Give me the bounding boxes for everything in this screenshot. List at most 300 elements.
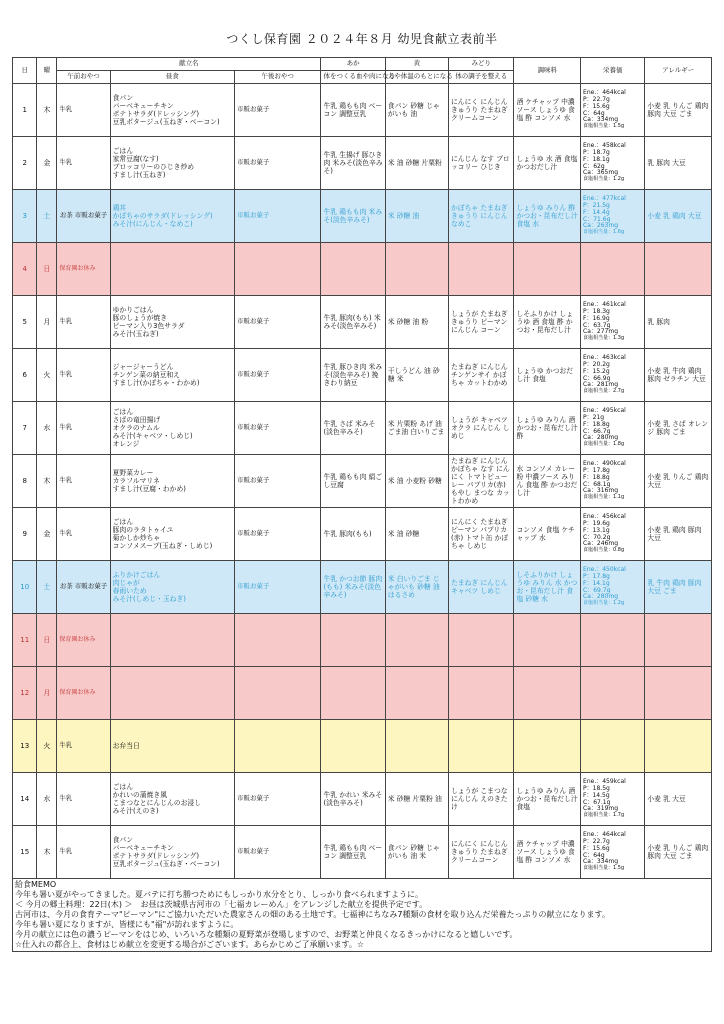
red-group-cell: 牛乳 かつお節 豚肉(もも) 米みそ(淡色辛みそ) xyxy=(321,561,385,614)
day-cell: 15 xyxy=(13,826,37,879)
table-row xyxy=(13,508,712,561)
red-group-cell xyxy=(321,720,385,773)
lunch-cell xyxy=(110,508,234,561)
lunch-item: さばの竜田揚げ xyxy=(112,415,161,424)
allergy-cell: 小麦 乳 りんご 鶏肉 豚肉 大豆 ごま xyxy=(645,826,712,879)
weekday-cell: 水 xyxy=(37,402,57,455)
green-group-cell: しょうが たまねぎ きゅうり ピーマン にんじん コーン xyxy=(449,296,514,349)
table-row xyxy=(13,720,712,773)
day-cell: 13 xyxy=(13,720,37,773)
nutrition-value: C：64g xyxy=(583,109,605,117)
lunch-item: ふりかけごはん xyxy=(112,570,161,579)
nutrition-value: Ene.：463kcal xyxy=(583,353,626,361)
nutrition-value: F：14.4g xyxy=(583,208,610,216)
nutrition-value: P：22.7g xyxy=(583,95,610,103)
nutrition-value: Ca：316mg xyxy=(583,487,619,495)
nutrition-value: P：20.2g xyxy=(583,360,610,368)
nutrition-cell xyxy=(581,826,645,879)
day-cell: 8 xyxy=(13,455,37,508)
salt-value: 食塩相当量：1.5g xyxy=(583,865,625,872)
morning-snack-cell: 牛乳 xyxy=(57,296,110,349)
lunch-item: 肉じゃが xyxy=(112,578,140,587)
morning-snack-cell: 保育園お休み xyxy=(57,243,110,296)
lunch-cell xyxy=(110,455,234,508)
header-yellow-sub: 力や体温のもとになる xyxy=(385,71,448,84)
nutrition-value: F：18.1g xyxy=(583,155,610,163)
memo-box xyxy=(13,879,712,952)
table-row xyxy=(13,137,712,190)
green-group-cell: たまねぎ にんじん キャベツ しめじ xyxy=(449,561,514,614)
seasoning-cell: しょうゆ みりん 酒 かつお・昆布だし汁 酢 xyxy=(514,402,581,455)
table-body xyxy=(13,84,712,879)
memo-line: 今月の献立には色の濃うピーマンをはじめ、いろいろな種類の夏野菜が登場しますので、お野菜と仲良くなるきっかけになると嬉しいです。 xyxy=(15,930,518,939)
afternoon-snack-cell xyxy=(234,720,321,773)
green-group-cell: にんにく にんじん きゅうり たまねぎ クリームコーン xyxy=(449,84,514,137)
day-cell: 12 xyxy=(13,667,37,720)
allergy-cell: 乳 豚肉 大豆 xyxy=(645,137,712,190)
lunch-cell xyxy=(110,614,234,667)
nutrition-value: P：18.5g xyxy=(583,784,610,792)
green-group-cell xyxy=(449,720,514,773)
green-group-cell xyxy=(449,243,514,296)
lunch-cell xyxy=(110,137,234,190)
red-group-cell: 牛乳 さば 米みそ(淡色辛みそ) xyxy=(321,402,385,455)
weekday-cell: 土 xyxy=(37,561,57,614)
nutrition-value: Ca：246mg xyxy=(583,540,619,548)
nutrition-value: Ca：334mg xyxy=(583,116,619,124)
seasoning-cell xyxy=(514,243,581,296)
seasoning-cell: 酒 ケチャップ 中濃ソース しょうゆ 食塩 酢 コンソメ 水 xyxy=(514,826,581,879)
lunch-cell xyxy=(110,667,234,720)
lunch-cell xyxy=(110,349,234,402)
lunch-item: ごはん xyxy=(112,146,134,155)
yellow-group-cell xyxy=(385,614,448,667)
nutrition-value: F：18.8g xyxy=(583,473,610,481)
memo-line: ☆仕入れの都合上、食材はじめ献立を変更する場合がございます。あらかじめご了承願います。☆ xyxy=(15,940,365,949)
yellow-group-cell: 干しうどん 油 砂糖 米 xyxy=(385,349,448,402)
allergy-cell: 小麦 乳 さば オレンジ 豚肉 ごま xyxy=(645,402,712,455)
table-row xyxy=(13,402,712,455)
red-group-cell: 牛乳 かれい 米みそ(淡色辛みそ) xyxy=(321,773,385,826)
salt-value: 食塩相当量：1.7g xyxy=(583,812,625,819)
nutrition-value: P：19.6g xyxy=(583,519,610,527)
allergy-cell: 小麦 乳 鶏肉 大豆 xyxy=(645,190,712,243)
day-cell: 3 xyxy=(13,190,37,243)
memo-line: 今年も暑い夏になりますが、皆様にも"福"が訪れますように。 xyxy=(15,920,239,929)
seasoning-cell: コンソメ 食塩 ケチャップ 水 xyxy=(514,508,581,561)
green-group-cell: しょうが キャベツ オクラ にんじん しめじ xyxy=(449,402,514,455)
afternoon-snack-cell: 市販お菓子 xyxy=(234,349,321,402)
green-group-cell: にんにく にんじん きゅうり たまねぎ クリームコーン xyxy=(449,826,514,879)
nutrition-value: P：18.7g xyxy=(583,148,610,156)
nutrition-value: Ene.：490kcal xyxy=(583,459,626,467)
nutrition-value: F：14.1g xyxy=(583,579,610,587)
weekday-cell: 土 xyxy=(37,190,57,243)
table-row xyxy=(13,614,712,667)
seasoning-cell xyxy=(514,667,581,720)
seasoning-cell: 酒 ケチャップ 中濃ソース しょうゆ 食塩 酢 コンソメ 水 xyxy=(514,84,581,137)
lunch-item: 食パン xyxy=(112,93,134,102)
weekday-cell: 月 xyxy=(37,667,57,720)
nutrition-cell xyxy=(581,561,645,614)
lunch-item: 食パン xyxy=(112,835,134,844)
allergy-cell: 小麦 乳 大豆 xyxy=(645,773,712,826)
nutrition-value: P：18.3g xyxy=(583,307,610,315)
morning-snack-cell: 保育園お休み xyxy=(57,614,110,667)
lunch-item: みそ汁(しめじ・玉ねぎ) xyxy=(112,595,186,604)
lunch-item: ごはん xyxy=(112,407,134,416)
nutrition-value: C：62g xyxy=(583,162,605,170)
yellow-group-cell: 米 白いりごま じゃがいも 砂糖 油 はるさめ xyxy=(385,561,448,614)
header-red-sub: 体をつくる血や肉になる xyxy=(321,71,385,84)
salt-value: 食塩相当量：1.8g xyxy=(583,441,625,448)
allergy-cell: 小麦 乳 鶏肉 豚肉 大豆 xyxy=(645,508,712,561)
red-group-cell: 牛乳 生揚げ 豚ひき肉 米みそ(淡色辛みそ) xyxy=(321,137,385,190)
table-row xyxy=(13,190,712,243)
allergy-cell: 乳 牛肉 鶏肉 豚肉 大豆 ごま xyxy=(645,561,712,614)
nutrition-cell xyxy=(581,773,645,826)
salt-value: 食塩相当量：1.1g xyxy=(583,494,625,501)
weekday-cell: 木 xyxy=(37,455,57,508)
nutrition-cell xyxy=(581,190,645,243)
table-row xyxy=(13,561,712,614)
nutrition-value: C：66.9g xyxy=(583,374,611,382)
nutrition-value: Ca：263mg xyxy=(583,222,619,230)
lunch-item: 菊かしか炒ちゃ xyxy=(112,534,161,542)
seasoning-cell xyxy=(514,614,581,667)
seasoning-cell: しそふりかけ しょうゆ みりん 水 かつお・昆布だし汁 食塩 砂糖 水 xyxy=(514,561,581,614)
day-cell: 14 xyxy=(13,773,37,826)
afternoon-snack-cell: 市販お菓子 xyxy=(234,84,321,137)
day-cell: 2 xyxy=(13,137,37,190)
day-cell: 11 xyxy=(13,614,37,667)
yellow-group-cell: 米 油 砂糖 xyxy=(385,508,448,561)
nutrition-cell xyxy=(581,614,645,667)
nutrition-value: C：63.7g xyxy=(583,321,611,329)
header-afternoon-snack: 午後おやつ xyxy=(234,71,321,84)
red-group-cell xyxy=(321,614,385,667)
morning-snack-cell: 牛乳 xyxy=(57,720,110,773)
salt-value: 食塩相当量：2.7g xyxy=(583,388,625,395)
header-day: 日 xyxy=(13,58,37,84)
seasoning-cell: しょうゆ 水 酒 食塩 かつおだし汁 xyxy=(514,137,581,190)
yellow-group-cell: 米 砂糖 片栗粉 油 xyxy=(385,773,448,826)
lunch-item: ポテトサラダ(ドレッシング) xyxy=(112,110,200,118)
morning-snack-cell: 牛乳 xyxy=(57,455,110,508)
weekday-cell: 金 xyxy=(37,508,57,561)
green-group-cell: にんにく たまねぎ ピーマン パプリカ(赤) トマト缶 かぼちゃ しめじ xyxy=(449,508,514,561)
nutrition-value: Ene.：458kcal xyxy=(583,141,626,149)
lunch-item: 豚のしょうが焼き xyxy=(112,313,167,322)
lunch-item: オレンジ xyxy=(112,440,140,449)
green-group-cell xyxy=(449,667,514,720)
lunch-item: みそ汁(にんじん・なめこ) xyxy=(112,220,193,229)
table-row xyxy=(13,455,712,508)
nutrition-cell xyxy=(581,667,645,720)
nutrition-cell xyxy=(581,402,645,455)
nutrition-value: Ene.：459kcal xyxy=(583,777,626,785)
lunch-item: バーベキューチキン xyxy=(112,101,174,110)
red-group-cell: 牛乳 豚ひき肉 米みそ(淡色辛みそ) 挽きわり納豆 xyxy=(321,349,385,402)
seasoning-cell: しそふりかけ しょうゆ 酒 食塩 酢 かつお・昆布だし汁 xyxy=(514,296,581,349)
nutrition-value: C：64g xyxy=(583,851,605,859)
nutrition-cell xyxy=(581,508,645,561)
nutrition-value: P：22.7g xyxy=(583,837,610,845)
lunch-item: 鶏丼 xyxy=(112,203,127,212)
morning-snack-cell: 牛乳 xyxy=(57,137,110,190)
lunch-item: オクラのナムル xyxy=(112,423,160,432)
header-seasoning: 調味料 xyxy=(514,58,581,84)
header-green-sub: 体の調子を整える xyxy=(449,71,514,84)
allergy-cell: 乳 豚肉 xyxy=(645,296,712,349)
page-title: つくし保育園 ２０２４年８月 幼児食献立表前半 xyxy=(226,32,498,46)
table-row xyxy=(13,296,712,349)
lunch-item: すまし汁(豆腐・わかめ) xyxy=(112,485,186,494)
afternoon-snack-cell xyxy=(234,243,321,296)
header-allergy: アレルギー xyxy=(645,58,712,84)
weekday-cell: 日 xyxy=(37,614,57,667)
weekday-cell: 木 xyxy=(37,826,57,879)
day-cell: 4 xyxy=(13,243,37,296)
day-cell: 10 xyxy=(13,561,37,614)
allergy-cell xyxy=(645,667,712,720)
nutrition-value: P：21g xyxy=(583,413,605,421)
table-row xyxy=(13,773,712,826)
header-green: みどり xyxy=(449,58,514,71)
lunch-item: 家常豆腐(なす) xyxy=(112,154,159,163)
red-group-cell: 牛乳 鶏もも肉 ベーコン 調整豆乳 xyxy=(321,84,385,137)
nutrition-value: F：16.9g xyxy=(583,314,610,322)
allergy-cell xyxy=(645,614,712,667)
red-group-cell xyxy=(321,667,385,720)
seasoning-cell: 水 コンソメ カレー粉 中濃ソース みりん 食塩 酢 かつおだし汁 xyxy=(514,455,581,508)
lunch-item: みそ汁(キャベツ・しめじ) xyxy=(112,432,193,441)
red-group-cell: 牛乳 豚肉(もも) xyxy=(321,508,385,561)
morning-snack-cell: お茶 市販お菓子 xyxy=(57,190,110,243)
nutrition-cell xyxy=(581,137,645,190)
nutrition-value: Ene.：461kcal xyxy=(583,300,626,308)
nutrition-value: Ca：334mg xyxy=(583,858,619,866)
allergy-cell: 小麦 乳 牛肉 鶏肉 豚肉 ゼラチン 大豆 xyxy=(645,349,712,402)
afternoon-snack-cell: 市販お菓子 xyxy=(234,561,321,614)
table-header xyxy=(13,58,712,84)
salt-value: 食塩相当量：1.5g xyxy=(583,123,625,130)
lunch-item: 春雨いため xyxy=(112,587,147,595)
nutrition-value: P：17.8g xyxy=(583,572,610,580)
lunch-cell xyxy=(110,243,234,296)
memo-line: ＜ 今月の郷土料理：22日(木) ＞ お昼は茨城県古河市の「七福カレーめん」をアレンジした献立を提供予定です。 xyxy=(15,900,428,909)
lunch-item: みそ汁(えのき) xyxy=(112,807,159,816)
lunch-item: コンソメスープ(玉ねぎ・しめじ) xyxy=(112,542,213,551)
lunch-item: かぼちゃのサラダ(ドレッシング) xyxy=(112,211,213,220)
nutrition-cell xyxy=(581,84,645,137)
lunch-item: 豆乳ポタージュ(玉ねぎ・ベーコン) xyxy=(112,860,220,869)
nutrition-value: F：15.2g xyxy=(583,367,610,375)
nutrition-value: P：17.8g xyxy=(583,466,610,474)
salt-value: 食塩相当量：1.2g xyxy=(583,176,625,183)
nutrition-value: Ca：280mg xyxy=(583,434,619,442)
afternoon-snack-cell: 市販お菓子 xyxy=(234,296,321,349)
nutrition-value: Ene.：477kcal xyxy=(583,194,626,202)
afternoon-snack-cell xyxy=(234,667,321,720)
lunch-item: かれいの蒲焼き風 xyxy=(112,790,167,799)
lunch-item: ピーマン入り3色サラダ xyxy=(112,322,185,330)
day-cell: 5 xyxy=(13,296,37,349)
nutrition-value: F：15.6g xyxy=(583,844,610,852)
nutrition-value: Ene.：450kcal xyxy=(583,565,626,573)
lunch-cell xyxy=(110,773,234,826)
yellow-group-cell xyxy=(385,720,448,773)
lunch-item: 夏野菜カレー xyxy=(112,468,154,477)
morning-snack-cell: 牛乳 xyxy=(57,84,110,137)
nutrition-value: C：66.7g xyxy=(583,427,611,435)
nutrition-value: C：69.7g xyxy=(583,586,611,594)
lunch-item: みそ汁(玉ねぎ) xyxy=(112,330,159,339)
yellow-group-cell: 米 油 砂糖 片栗粉 xyxy=(385,137,448,190)
weekday-cell: 水 xyxy=(37,773,57,826)
nutrition-value: F：13.1g xyxy=(583,526,610,534)
salt-value: 食塩相当量：1.6g xyxy=(583,229,625,236)
header-red: あか xyxy=(321,58,385,71)
memo-heading: 給食MEMO xyxy=(15,880,57,889)
nutrition-value: F：14.5g xyxy=(583,791,610,799)
salt-value: 食塩相当量：0.8g xyxy=(583,547,625,554)
lunch-item: バーベキューチキン xyxy=(112,843,174,852)
table-row xyxy=(13,667,712,720)
afternoon-snack-cell: 市販お菓子 xyxy=(234,190,321,243)
nutrition-cell xyxy=(581,243,645,296)
green-group-cell: たまねぎ にんじん かぼちゃ なす にんにく トマトピューレー パプリカ(赤) もやし まつな カットわかめ xyxy=(449,455,514,508)
yellow-group-cell: 米 砂糖 油 xyxy=(385,190,448,243)
afternoon-snack-cell: 市販お菓子 xyxy=(234,508,321,561)
lunch-item: こまつなとにんじんのお浸し xyxy=(112,799,201,807)
green-group-cell: しょうが こまつな にんじん えのきたけ xyxy=(449,773,514,826)
yellow-group-cell: 米 片栗粉 あげ 油 ごま油 白いりごま xyxy=(385,402,448,455)
afternoon-snack-cell: 市販お菓子 xyxy=(234,773,321,826)
seasoning-cell xyxy=(514,720,581,773)
green-group-cell: たまねぎ にんじん チンゲンサイ かぼちゃ カットわかめ xyxy=(449,349,514,402)
lunch-item: ゆかりごはん xyxy=(112,305,154,314)
nutrition-cell xyxy=(581,455,645,508)
nutrition-value: F：18.8g xyxy=(583,420,610,428)
nutrition-value: F：15.6g xyxy=(583,102,610,110)
table-row xyxy=(13,349,712,402)
weekday-cell: 金 xyxy=(37,137,57,190)
weekday-cell: 日 xyxy=(37,243,57,296)
salt-value: 食塩相当量：1.2g xyxy=(583,600,625,607)
weekday-cell: 火 xyxy=(37,349,57,402)
nutrition-cell xyxy=(581,296,645,349)
header-yellow: 黄 xyxy=(385,58,448,71)
red-group-cell: 牛乳 豚肉(もも) 米みそ(淡色辛みそ) xyxy=(321,296,385,349)
lunch-item: お弁当日 xyxy=(112,741,140,750)
nutrition-value: Ca：277mg xyxy=(583,328,619,336)
morning-snack-cell: 牛乳 xyxy=(57,508,110,561)
nutrition-value: Ene.：495kcal xyxy=(583,406,626,414)
day-cell: 1 xyxy=(13,84,37,137)
nutrition-value: Ca：280mg xyxy=(583,593,619,601)
yellow-group-cell: 食パン 砂糖 じゃがいも 油 米 xyxy=(385,826,448,879)
lunch-cell xyxy=(110,190,234,243)
red-group-cell: 牛乳 鶏もも肉 ベーコン 調整豆乳 xyxy=(321,826,385,879)
seasoning-cell: しょうゆ みりん 酢 かつお・昆布だし汁 食塩 水 xyxy=(514,190,581,243)
nutrition-cell xyxy=(581,349,645,402)
lunch-cell xyxy=(110,84,234,137)
seasoning-cell: しょうゆ かつおだし汁 食塩 xyxy=(514,349,581,402)
nutrition-value: C：67.1g xyxy=(583,798,611,806)
afternoon-snack-cell: 市販お菓子 xyxy=(234,455,321,508)
lunch-item: 豆乳ポタージュ(玉ねぎ・ベーコン) xyxy=(112,118,220,127)
day-cell: 6 xyxy=(13,349,37,402)
nutrition-value: C：70.2g xyxy=(583,533,611,541)
lunch-item: チンゲン菜の納豆和え xyxy=(112,370,180,379)
nutrition-cell xyxy=(581,720,645,773)
green-group-cell xyxy=(449,614,514,667)
lunch-cell xyxy=(110,296,234,349)
nutrition-value: Ene.：456kcal xyxy=(583,512,626,520)
menu-table xyxy=(12,57,712,952)
nutrition-value: Ca：319mg xyxy=(583,805,619,813)
weekday-cell: 火 xyxy=(37,720,57,773)
weekday-cell: 月 xyxy=(37,296,57,349)
allergy-cell: 小麦 乳 りんご 鶏肉 大豆 xyxy=(645,455,712,508)
day-cell: 7 xyxy=(13,402,37,455)
yellow-group-cell: 米 油 小麦粉 砂糖 xyxy=(385,455,448,508)
lunch-item: カラフルマリネ xyxy=(112,476,160,485)
yellow-group-cell: 食パン 砂糖 じゃがいも 油 xyxy=(385,84,448,137)
morning-snack-cell: 牛乳 xyxy=(57,349,110,402)
green-group-cell: にんじん なす ブロッコリー ひじき xyxy=(449,137,514,190)
allergy-cell xyxy=(645,720,712,773)
header-lunch: 昼食 xyxy=(110,71,234,84)
afternoon-snack-cell xyxy=(234,614,321,667)
salt-value: 食塩相当量：1.3g xyxy=(583,335,625,342)
yellow-group-cell: 米 砂糖 油 粉 xyxy=(385,296,448,349)
weekday-cell: 木 xyxy=(37,84,57,137)
lunch-item: すまし汁(かぼちゃ・わかめ) xyxy=(112,379,200,388)
header-morning-snack: 午前おやつ xyxy=(57,71,110,84)
lunch-cell xyxy=(110,561,234,614)
yellow-group-cell xyxy=(385,667,448,720)
morning-snack-cell: 保育園お休み xyxy=(57,667,110,720)
table-row xyxy=(13,84,712,137)
table-row xyxy=(13,243,712,296)
lunch-item: ごはん xyxy=(112,782,134,791)
nutrition-value: Ene.：464kcal xyxy=(583,830,626,838)
red-group-cell: 牛乳 鶏もも肉 米みそ(淡色辛みそ) xyxy=(321,190,385,243)
yellow-group-cell xyxy=(385,243,448,296)
lunch-cell xyxy=(110,402,234,455)
nutrition-value: Ca：281mg xyxy=(583,381,619,389)
morning-snack-cell: 牛乳 xyxy=(57,773,110,826)
nutrition-value: P：21.5g xyxy=(583,201,610,209)
lunch-item: ジャージャーうどん xyxy=(112,362,174,371)
header-menu-name: 献立名 xyxy=(57,58,321,71)
lunch-item: ブロッコリーのひじき炒め xyxy=(112,163,195,171)
header-nutrition: 栄養価 xyxy=(581,58,645,84)
header-dow: 曜 xyxy=(37,58,57,84)
afternoon-snack-cell: 市販お菓子 xyxy=(234,137,321,190)
nutrition-value: Ene.：464kcal xyxy=(583,88,626,96)
nutrition-value: C：71.6g xyxy=(583,215,611,223)
memo-line: 古河市は、今月の食育テーマ"ピーマン"にご協力いただいた農家さんの畑のある土地です。七福神にちなみ7種類の食材を取り込んだ栄養たっぷりの献立になります。 xyxy=(15,910,610,919)
morning-snack-cell: お茶 市販お菓子 xyxy=(57,561,110,614)
green-group-cell: かぼちゃ たまねぎ きゅうり にんじん なめこ xyxy=(449,190,514,243)
memo-line: 今年も暑い夏がやってきました。夏バテに打ち勝つためにもしっかり水分をとり、しっかり食べられますように。 xyxy=(15,890,423,899)
allergy-cell: 小麦 乳 りんご 鶏肉 豚肉 大豆 ごま xyxy=(645,84,712,137)
lunch-item: 豚肉のラタトゥイユ xyxy=(112,525,174,534)
lunch-cell xyxy=(110,720,234,773)
